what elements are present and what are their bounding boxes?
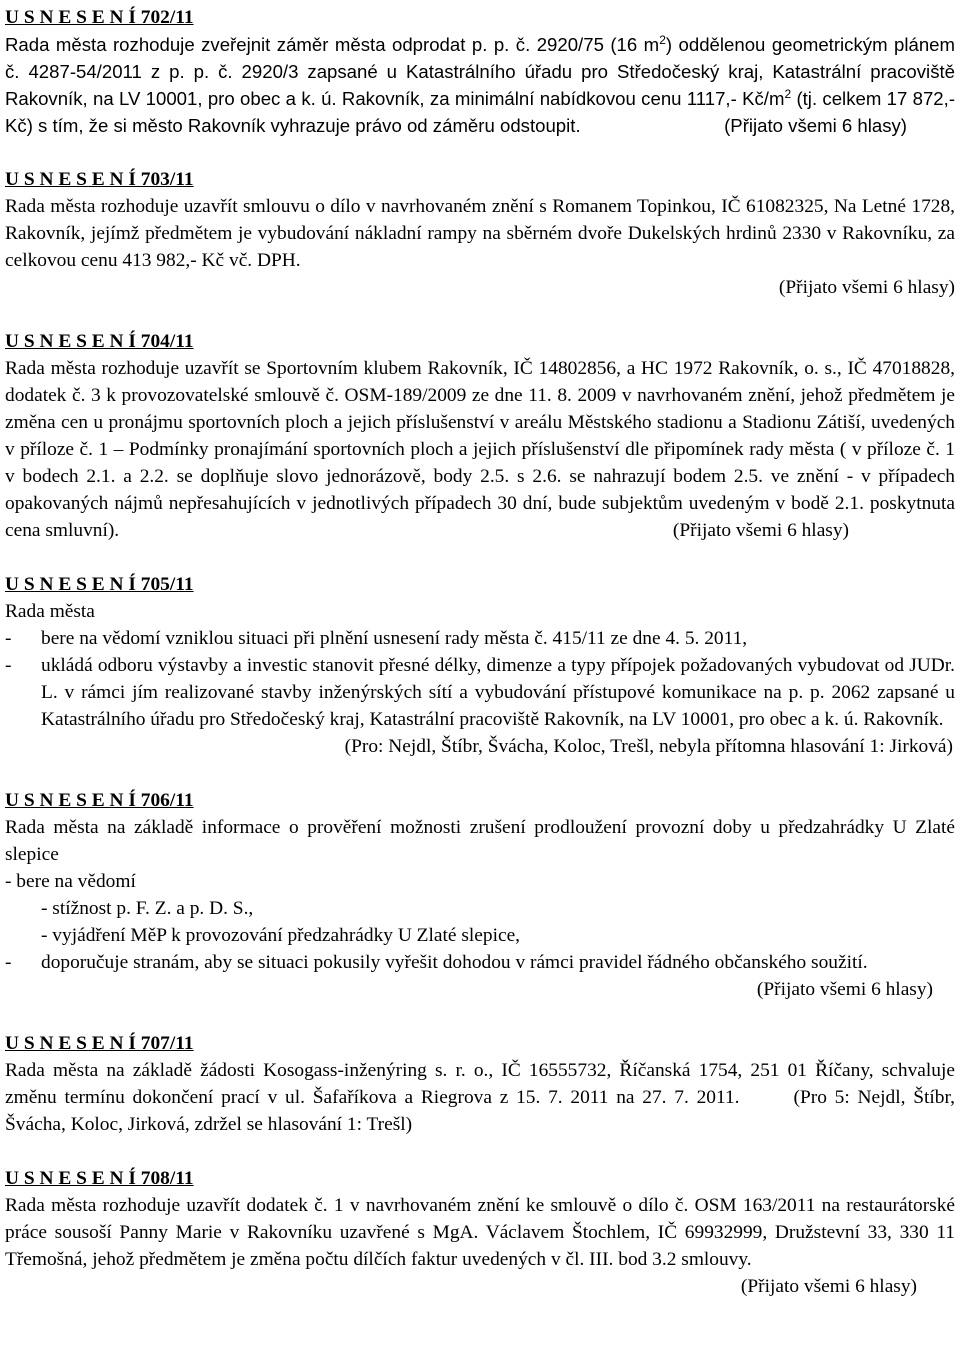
resolution-intro: Rada města bbox=[5, 601, 95, 622]
resolution-text: Rada města rozhoduje uzavřít smlouvu o dílo v navrhovaném znění s Romanem Topinkou, IČ 61082325, Na Letné 1728, Rakovník, jejímž předmětem je vybudování nákladní rampy na sběrném dvoře Dukelských hrdinů 2330 v Rakovníku, za celkovou cenu 413 982,- Kč vč. DPH. bbox=[5, 196, 955, 271]
vote-result: (Pro: Nejdl, Štíbr, Švácha, Koloc, Trešl, nebyla přítomna hlasování 1: Jirková) bbox=[344, 736, 953, 757]
vote-result: (Přijato všemi 6 hlasy) bbox=[756, 979, 933, 1000]
resolution-text: Rada města na základě informace o prověření možnosti zrušení prodloužení provozní doby u předzahrádky U Zlaté slepice bbox=[5, 817, 955, 865]
resolution-702 bbox=[5, 4, 955, 139]
vote-result: (Přijato všemi 6 hlasy) bbox=[778, 277, 955, 298]
resolution-text: Rada města na základě žádosti Kosogass-inženýring s. r. o., IČ 16555732, Říčanská 1754, 251 01 Říčany, schvaluje změnu termínu dokončení prací v ul. Šafaříkova a Riegrova z 15. 7. 2011 na 27. 7. 2011. (Pro 5: Nejdl, Štíbr, Švácha, Koloc, Jirková, zdržel se hlasování 1: Trešl) bbox=[5, 1060, 955, 1135]
list-dash: - bbox=[5, 952, 12, 973]
vote-result: (Přijato všemi 6 hlasy) bbox=[724, 115, 907, 136]
vote-result: (Přijato všemi 6 hlasy) bbox=[740, 1276, 917, 1297]
list-item bbox=[5, 625, 955, 652]
list-dash: - bbox=[5, 655, 12, 676]
resolution-705 bbox=[5, 571, 955, 760]
vote-result: (Pro 5: Nejdl, Štíbr, Švácha, Koloc, Jirková, zdržel se hlasování 1: Trešl) bbox=[5, 1087, 955, 1135]
resolution-706 bbox=[5, 787, 955, 1003]
resolution-text: Rada města rozhoduje zveřejnit záměr města odprodat p. p. č. 2920/75 (16 $m^2$) oddělenou geometrickým plánem č. 4287-54/2011 z p. p. č. 2920/3 zapsané u Katastrálního úřadu pro Středočeský kraj, Katastrální pracoviště Rakovník, na LV 10001, pro obec a k. ú. Rakovník, za minimální nabídkovou cenu 1117,- $Kč/m^2$ (tj. celkem 17 872,- Kč) s tím, že si město Rakovník vyhrazuje právo od záměru odstoupit. (Přijato všemi 6 hlasy) bbox=[5, 31, 955, 139]
resolution-heading: U S N E S E N Í 708/11 bbox=[5, 1168, 194, 1189]
resolution-heading: U S N E S E N Í 707/11 bbox=[5, 1033, 194, 1054]
resolution-text: Rada města rozhoduje uzavřít dodatek č. 1 v navrhovaném znění ke smlouvě o dílo č. OSM 163/2011 na restaurátorské práce sousoší Panny Marie v Rakovníku uzavřené s MgA. Václavem Štochlem, IČ 69932999, Družstevní 33, 330 11 Třemošná, jehož předmětem je změna počtu dílčích faktur uvedených v čl. III. bod 3.2 smlouvy. (Přijato všemi 6 hlasy) bbox=[5, 1192, 955, 1273]
resolution-heading: U S N E S E N Í 704/11 bbox=[5, 331, 194, 352]
resolution-707 bbox=[5, 1030, 955, 1138]
resolution-text: Rada města rozhoduje uzavřít se Sportovním klubem Rakovník, IČ 14802856, a HC 1972 Rakovník, o. s., IČ 47018828, dodatek č. 3 k provozovatelské smlouvě č. OSM-189/2009 ze dne 11. 8. 2009 v navrhovaném znění, jehož předmětem je změna cen u pronájmu sportovních ploch a jejich příslušenství v areálu Městského stadionu a Stadionu Zátiší, uvedených v příloze č. 1 – Podmínky pronajímání sportovních ploch a jejich příslušenství dle připomínek rady města ( v příloze č. 1 v bodech 2.1. a 2.2. se doplňuje slovo jednorázově, body 2.5. s 2.6. se nahrazují bodem 2.5. ve znění - v případech opakovaných nájmů nepřesahujících v jednotlivých případech 30 dní, bude subjektům uvedeným v bodě 2.1. poskytnuta cena smluvní). (Přijato všemi 6 hlasy) bbox=[5, 355, 955, 544]
sub-item: - vyjádření MěP k provozování předzahrádky U Zlaté slepice, bbox=[41, 925, 521, 946]
list-dash: - bbox=[5, 628, 12, 649]
list-item-text: doporučuje stranám, aby se situaci pokusily vyřešit dohodou v rámci pravidel řádného občanského soužití. (Přijato všemi 6 hlasy) bbox=[41, 949, 955, 1003]
resolution-heading: U S N E S E N Í 703/11 bbox=[5, 169, 194, 190]
list-item-text: bere na vědomí vzniklou situaci při plnění usnesení rady města č. 415/11 ze dne 4. 5. 2011, bbox=[41, 628, 748, 649]
list-item bbox=[5, 652, 955, 733]
resolution-704 bbox=[5, 328, 955, 544]
resolution-heading: U S N E S E N Í 705/11 bbox=[5, 574, 194, 595]
sub-item: - stížnost p. F. Z. a p. D. S., bbox=[41, 898, 254, 919]
resolution-heading: U S N E S E N Í 702/11 bbox=[5, 7, 194, 28]
list-line: - bere na vědomí bbox=[5, 871, 136, 892]
resolution-heading: U S N E S E N Í 706/11 bbox=[5, 790, 194, 811]
list-item-text: ukládá odboru výstavby a investic stanovit přesné délky, dimenze a typy přípojek požadovaných vybudovat od JUDr. L. v rámci jím realizované stavby inženýrských sítí a vybudování přístupové komunikace na p. p. 2062 zapsané u Katastrálního úřadu pro Středočeský kraj, Katastrální pracoviště Rakovník, na LV 10001, pro obec a k. ú. Rakovník. bbox=[41, 655, 955, 730]
resolution-708 bbox=[5, 1165, 955, 1297]
vote-result: (Přijato všemi 6 hlasy) bbox=[672, 520, 849, 541]
list-item bbox=[5, 949, 955, 1003]
resolution-703 bbox=[5, 166, 955, 301]
